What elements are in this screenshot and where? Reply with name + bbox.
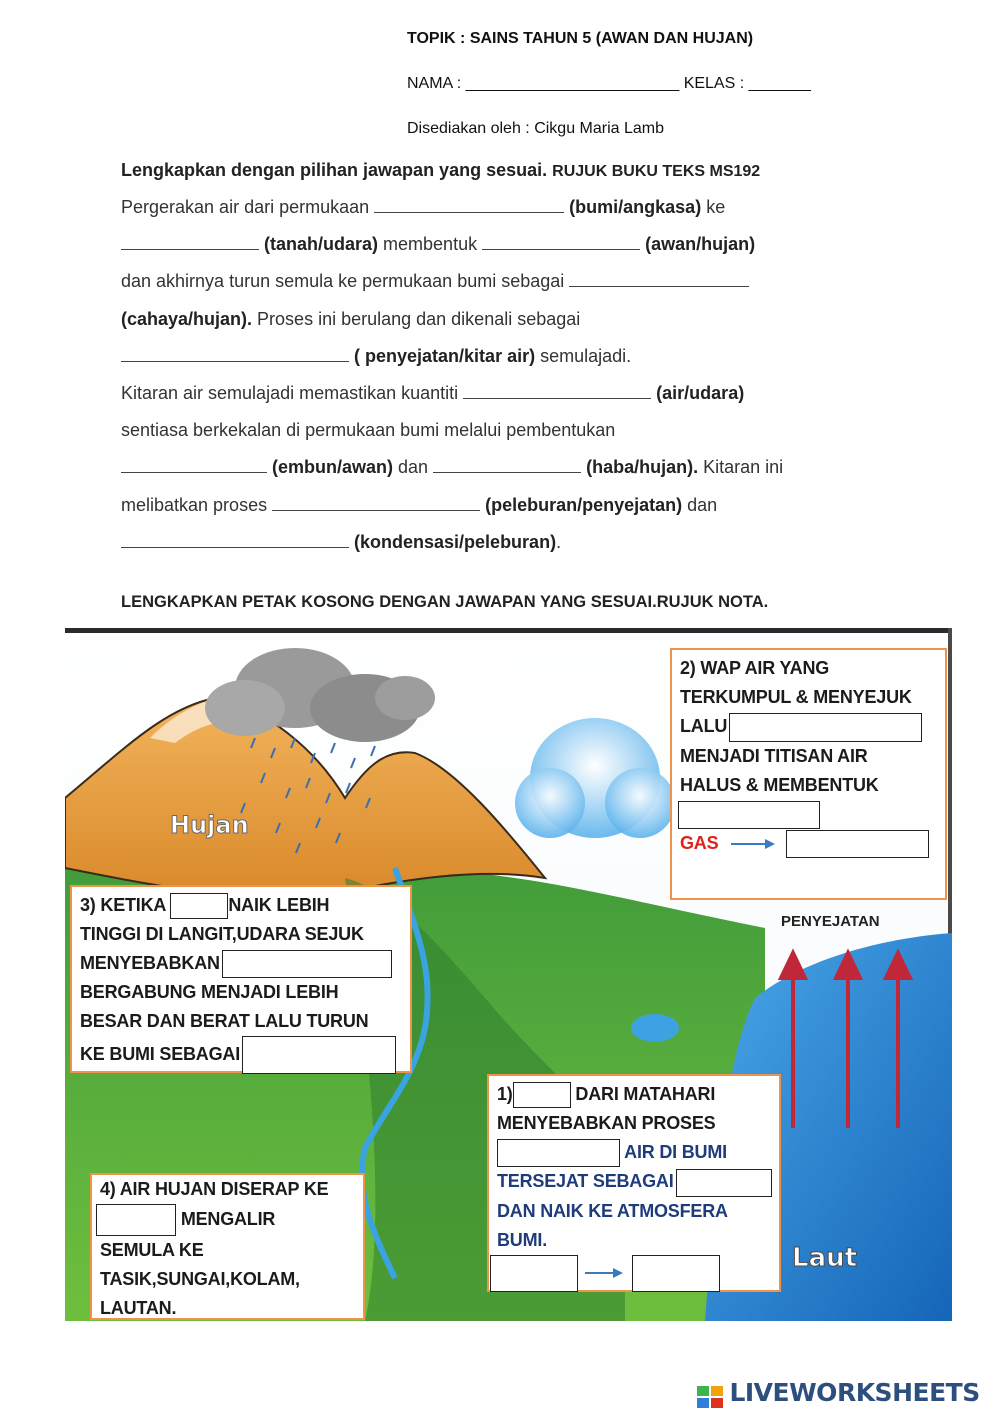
prepared-by: Disediakan oleh : Cikgu Maria Lamb <box>407 120 665 137</box>
answer-box[interactable] <box>676 1169 772 1197</box>
answer-blank[interactable] <box>121 456 267 473</box>
answer-blank[interactable] <box>121 233 259 250</box>
label-hujan: Hujan <box>170 811 249 839</box>
lake <box>631 1014 679 1042</box>
section1-instruction <box>121 160 760 181</box>
instruction-reference: RUJUK BUKU TEKS MS192 <box>552 163 761 180</box>
answer-blank[interactable] <box>463 382 651 399</box>
answer-box[interactable] <box>170 893 228 919</box>
arrow-right-icon <box>583 1265 627 1281</box>
answer-box[interactable] <box>729 713 922 742</box>
instruction-text: Lengkapkan dengan pilihan jawapan yang sesuai. <box>121 160 548 180</box>
name-class-line: NAMA : ________________________ KELAS : _______ <box>407 75 811 92</box>
answer-blank[interactable] <box>433 456 581 473</box>
answer-blank[interactable] <box>482 233 640 250</box>
answer-blank[interactable] <box>121 531 349 548</box>
paragraph-line: Kitaran air semulajadi memastikan kuantiti (air/udara) <box>121 383 745 404</box>
paragraph-line: (tanah/udara) membentuk (awan/hujan) <box>121 226 901 263</box>
section2-instruction: LENGKAPKAN PETAK KOSONG DENGAN JAWAPAN YANG SESUAI.RUJUK NOTA. <box>121 593 769 611</box>
paragraph-line: (cahaya/hujan). Proses ini berulang dan dikenali sebagai <box>121 308 581 329</box>
paragraph-line: Pergerakan air dari permukaan (bumi/angkasa) ke <box>121 197 726 217</box>
paragraph-line: ( penyejatan/kitar air) semulajadi. <box>121 338 901 375</box>
answer-blank[interactable] <box>121 345 349 362</box>
answer-box[interactable] <box>497 1139 620 1167</box>
brand-name: LIVEWORKSHEETS <box>729 1378 980 1407</box>
answer-box[interactable] <box>632 1255 720 1292</box>
worksheet-topic: TOPIK : SAINS TAHUN 5 (AWAN DAN HUJAN) <box>407 30 754 47</box>
label-penyejatan: PENYEJATAN <box>781 913 880 930</box>
paragraph-line: sentiasa berkekalan di permukaan bumi melalui pembentukan <box>121 420 616 441</box>
gas-label: GAS <box>680 833 719 853</box>
question-box-4: 4) AIR HUJAN DISERAP KE MENGALIR SEMULA KE TASIK,SUNGAI,KOLAM, LAUTAN. <box>90 1173 365 1320</box>
question-box-3: 3) KETIKA NAIK LEBIH TINGGI DI LANGIT,UDARA SEJUK MENYEBABKAN BERGABUNG MENJADI LEBIH BESAR DAN BERAT LALU TURUN KE BUMI SEBAGAI <box>70 885 412 1073</box>
answer-blank[interactable] <box>272 494 480 511</box>
arrow-right-icon <box>729 836 779 852</box>
answer-box[interactable] <box>242 1036 396 1074</box>
liveworksheets-logo <box>697 1378 980 1408</box>
answer-box[interactable] <box>222 950 392 978</box>
answer-box[interactable] <box>786 830 929 858</box>
answer-blank[interactable] <box>374 196 564 213</box>
question-box-2: 2) WAP AIR YANG TERKUMPUL & MENYEJUK LALU MENJADI TITISAN AIR HALUS & MEMBENTUK GAS <box>670 648 947 900</box>
answer-box[interactable] <box>490 1255 578 1292</box>
logo-mark-icon <box>697 1384 725 1410</box>
fill-blanks-paragraph <box>121 189 901 561</box>
label-laut: Laut <box>792 1243 858 1273</box>
answer-box[interactable] <box>678 801 820 829</box>
top-border <box>65 628 952 633</box>
paragraph-line: melibatkan proses (peleburan/penyejatan) dan <box>121 494 718 515</box>
answer-box[interactable] <box>513 1082 571 1108</box>
question-box-1: 1) DARI MATAHARI MENYEBABKAN PROSES AIR DI BUMI TERSEJAT SEBAGAI DAN NAIK KE ATMOSFERA BUMI. <box>487 1074 781 1292</box>
answer-box[interactable] <box>96 1204 176 1236</box>
answer-blank[interactable] <box>569 270 749 287</box>
paragraph-line: dan akhirnya turun semula ke permukaan bumi sebagai <box>121 263 901 300</box>
paragraph-line: (embun/awan) dan (haba/hujan). Kitaran ini <box>121 449 901 486</box>
paragraph-line: (kondensasi/peleburan). <box>121 524 901 561</box>
